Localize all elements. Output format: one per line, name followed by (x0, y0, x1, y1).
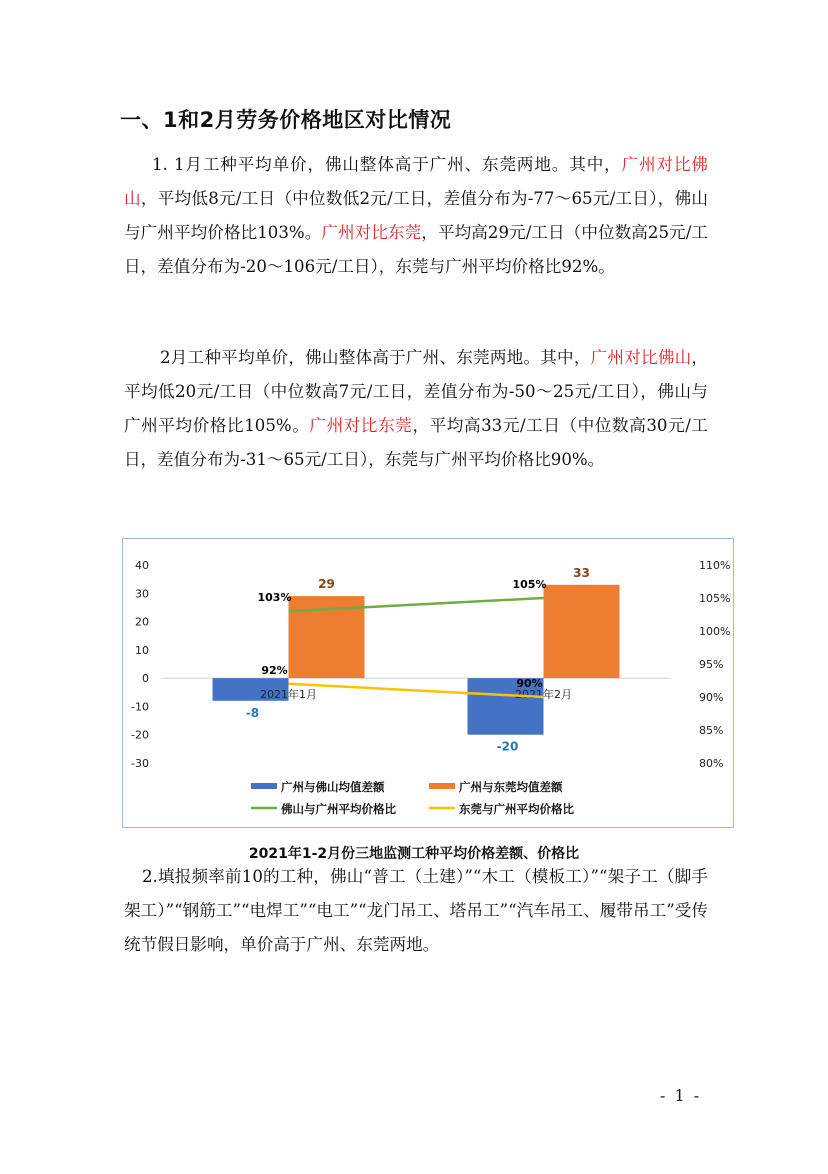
legend-label: 东莞与广州平均价格比 (459, 802, 574, 816)
legend-label: 佛山与广州平均价格比 (281, 802, 396, 816)
bar-data-label: -20 (496, 739, 519, 754)
left-axis-tick-label: 30 (135, 587, 149, 601)
paragraph-top10 (124, 860, 708, 962)
left-axis-tick-label: -20 (131, 728, 149, 742)
line-data-label: 103% (257, 591, 292, 605)
right-axis-tick-label: 110% (699, 559, 731, 572)
bar-dongguan-diff (544, 585, 620, 678)
right-axis-tick-label: 100% (699, 625, 731, 638)
category-label: 2021年1月 (260, 688, 317, 702)
line-data-label: 90% (516, 677, 543, 690)
bar-data-label: -8 (245, 705, 260, 720)
left-axis-tick-label: -10 (131, 700, 149, 714)
line-data-label: 92% (261, 663, 288, 677)
para2-highlight-dongguan: 广州对比东莞 (309, 416, 413, 435)
bar-data-label: 29 (318, 577, 335, 592)
chart-svg (123, 539, 733, 827)
paragraph-february (124, 341, 708, 477)
para1-highlight-foshan: 广州对比佛山 (124, 155, 708, 208)
legend-swatch (251, 783, 277, 789)
paragraph-january (124, 148, 708, 284)
para2-text-1: 2月工种平均单价，佛山整体高于广州、东莞两地。其中， (160, 348, 591, 367)
right-axis-tick-label: 95% (699, 658, 724, 671)
para3-text: 2.填报频率前10的工种，佛山“普工（土建）”“木工（模板工）”“架子工（脚手架工）”“钢筋工”“电焊工”“电工”“龙门吊工、塔吊工”“汽车吊工、履带吊工”受传统节假日影响，单价高于广州、东莞两地。 (124, 867, 708, 954)
left-axis-tick-label: 20 (135, 615, 149, 629)
left-axis-tick-label: 0 (142, 672, 149, 686)
price-comparison-chart (122, 538, 734, 828)
para1-highlight-dongguan: 广州对比东莞 (321, 223, 422, 242)
para2-text-3: ，平均高33元/工日（中位数高30元/工日，差值分布为-31～65元/工日），东莞与广州平均价格比90%。 (124, 416, 708, 469)
right-axis-tick-label: 105% (699, 592, 731, 605)
bar-data-label: 33 (573, 565, 590, 580)
line-data-label: 105% (512, 578, 547, 591)
para1-text-3: ，平均高29元/工日（中位数高25元/工日，差值分布为-20～106元/工日），东莞与广州平均价格比92%。 (124, 223, 709, 276)
right-axis-tick-label: 80% (699, 757, 724, 770)
legend-swatch (429, 783, 455, 789)
right-axis-tick-label: 85% (699, 724, 724, 737)
para1-text-2: ，平均低8元/工日（中位数低2元/工日，差值分布为-77～65元/工日），佛山与广州平均价格比103%。 (124, 189, 709, 242)
legend-label: 广州与佛山均值差额 (281, 780, 385, 794)
para1-number: 1. (152, 155, 174, 174)
section-heading: 一、1和2月劳务价格地区对比情况 (120, 108, 452, 132)
right-axis-tick-label: 90% (699, 691, 724, 704)
para1-text-1: 1月工种平均单价，佛山整体高于广州、东莞两地。其中， (173, 155, 622, 174)
page-number: - 1 - (660, 1086, 702, 1105)
left-axis-tick-label: -30 (131, 757, 149, 770)
chart-caption: 2021年1-2月份三地监测工种平均价格差额、价格比 (248, 846, 580, 862)
category-label: 2021年2月 (515, 688, 572, 702)
legend-label: 广州与东莞均值差额 (459, 780, 563, 794)
para2-highlight-foshan: 广州对比佛山 (590, 348, 692, 367)
para2-text-2: ，平均低20元/工日（中位数高7元/工日，差值分布为-50～25元/工日），佛山与广州平均价格比105%。 (124, 348, 709, 435)
left-axis-tick-label: 10 (135, 643, 149, 657)
left-axis-tick-label: 40 (135, 559, 149, 572)
